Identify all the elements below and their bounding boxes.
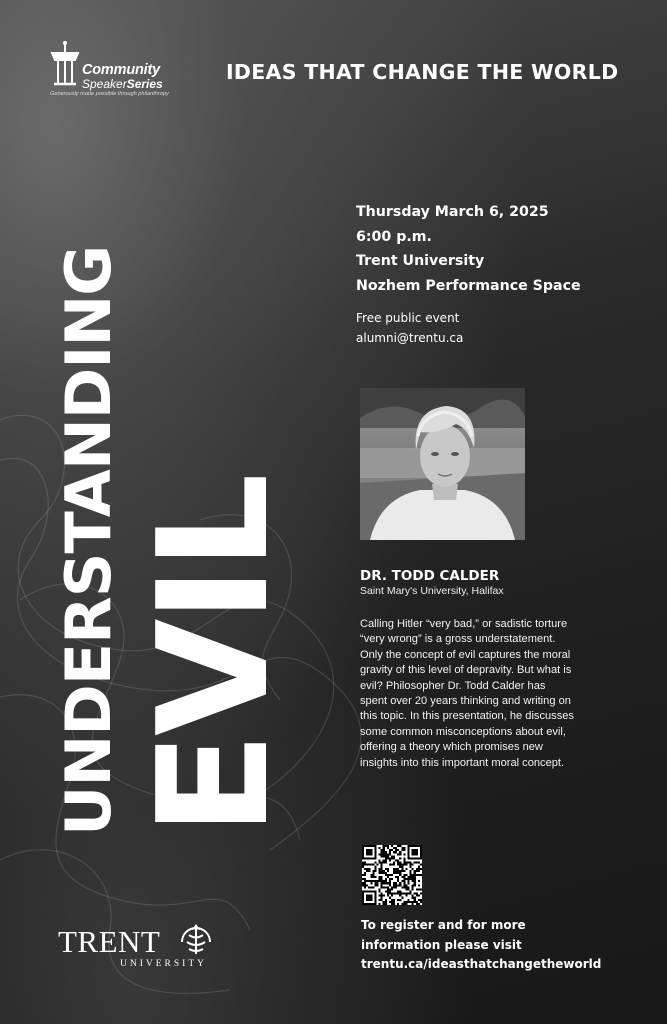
registration-info [361,916,601,975]
contact-email-link[interactable]: alumni@trentu.ca [356,331,464,345]
speaker-name: DR. TODD CALDER [360,568,500,584]
event-description: Calling Hitler “very bad,” or sadistic torture “very wrong” is a gross understatement. Only the concept of evil captures the moral gravity of this level of depravity. But what is evil? Philosopher Dr. Todd Calder has spent over 20 years thinking and writing on this topic. In this presentation, he discusses some common misconceptions about evil, offering a theory which promises new insights into this important moral concept. [360,618,574,769]
logo-series-text: Series [126,77,163,91]
event-time: 6:00 p.m. [356,228,432,245]
trent-university-logo [58,922,218,974]
podium-icon [48,40,82,88]
logo-community-text: Community [82,62,160,78]
register-line1: To register and for more [361,918,526,932]
event-date: Thursday March 6, 2025 [356,204,549,220]
trent-emblem-icon [178,922,214,958]
headline: IDEAS THAT CHANGE THE WORLD [226,60,619,84]
logo-speaker-series-text [82,77,163,91]
logo-tagline: Generously made possible through philanthropy [50,91,169,97]
event-venue: Trent University [356,253,485,269]
event-room: Nozhem Performance Space [356,277,581,294]
trent-university-text: UNIVERSITY [120,959,207,969]
trent-wordmark: TRENT [58,924,161,959]
speaker-photo [360,388,525,540]
register-line2: information please visit [361,937,522,952]
speaker-affiliation: Saint Mary's University, Halifax [360,585,504,597]
community-speaker-series-logo [48,40,188,102]
qr-code[interactable] [362,845,422,905]
event-admission-info [356,308,463,348]
event-details [356,200,581,298]
register-url-link[interactable]: trentu.ca/ideasthatchangetheworld [361,957,602,971]
logo-speaker-text: Speaker [82,77,127,91]
title-understanding: UNDERSTANDING [52,245,125,836]
title-evil: EVIL [125,477,302,836]
event-admission: Free public event [356,311,460,325]
